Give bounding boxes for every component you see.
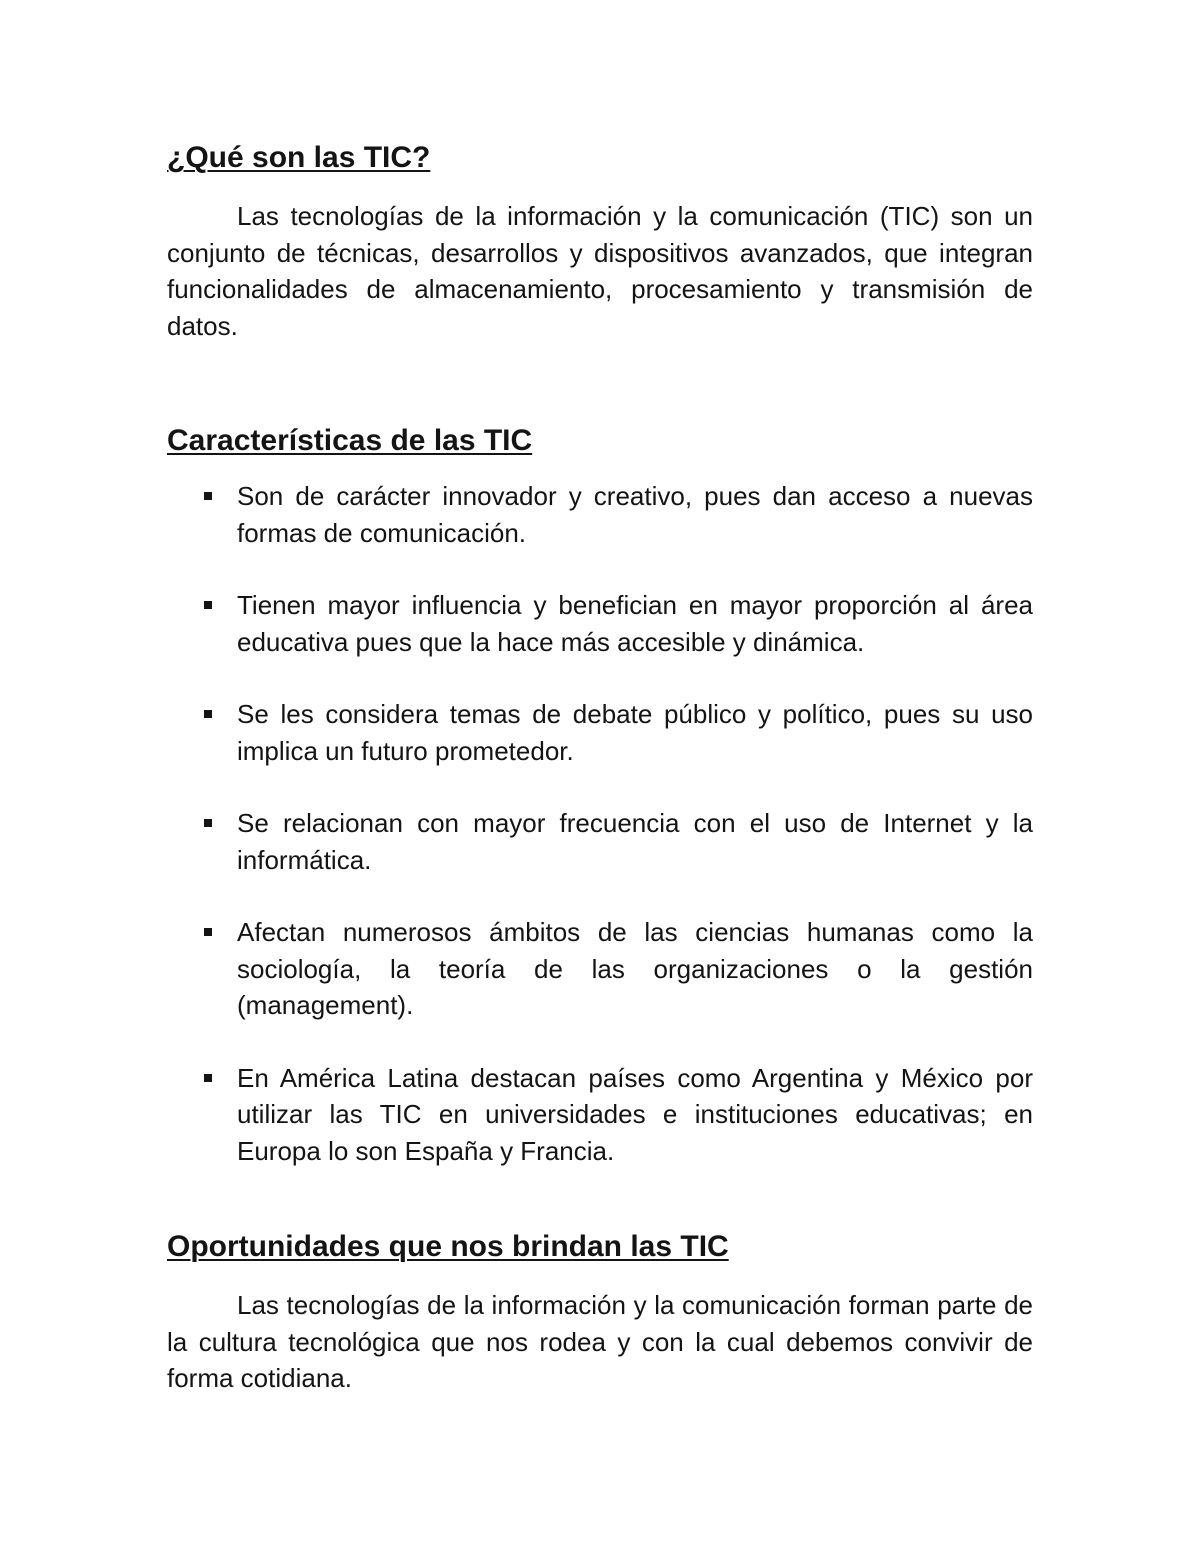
paragraph-oportunidades: Las tecnologías de la información y la comunicación forman parte de la cultura tecnológica que nos rodea y con la cual debemos convivir de forma cotidiana. [167, 1290, 1033, 1393]
list-item [167, 914, 1033, 1024]
list-item [167, 478, 1033, 551]
list-item-text: Tienen mayor influencia y benefician en mayor proporción al área educativa pues que la hace más accesible y dinámica. [237, 590, 1033, 657]
square-bullet-icon [204, 601, 212, 609]
list-item [167, 696, 1033, 769]
caracteristicas-list [167, 478, 1033, 1205]
list-item-text: Son de carácter innovador y creativo, pues dan acceso a nuevas formas de comunicación. [237, 481, 1033, 548]
square-bullet-icon [204, 1074, 212, 1082]
heading-que-son-las-tic: ¿Qué son las TIC? [167, 141, 431, 174]
list-item [167, 805, 1033, 878]
list-item-text: Se relacionan con mayor frecuencia con el uso de Internet y la informática. [237, 808, 1033, 875]
paragraph-definicion-tic: Las tecnologías de la información y la comunicación (TIC) son un conjunto de técnicas, desarrollos y dispositivos avanzados, que integran funcionalidades de almacenamiento, procesamiento y transmisión de datos. [167, 201, 1033, 341]
heading-caracteristicas: Características de las TIC [167, 424, 533, 457]
square-bullet-icon [204, 492, 212, 500]
list-item [167, 1060, 1033, 1170]
square-bullet-icon [204, 710, 212, 718]
list-item [167, 587, 1033, 660]
list-item-text: Afectan numerosos ámbitos de las ciencias humanas como la sociología, la teoría de las organizaciones o la gestión (management). [237, 917, 1033, 1020]
square-bullet-icon [204, 928, 212, 936]
list-item-text: Se les considera temas de debate público y político, pues su uso implica un futuro prometedor. [237, 699, 1033, 766]
list-item-text: En América Latina destacan países como Argentina y México por utilizar las TIC en universidades e instituciones educativas; en Europa lo son España y Francia. [237, 1062, 1033, 1166]
square-bullet-icon [204, 819, 212, 827]
heading-oportunidades: Oportunidades que nos brindan las TIC [167, 1230, 729, 1263]
